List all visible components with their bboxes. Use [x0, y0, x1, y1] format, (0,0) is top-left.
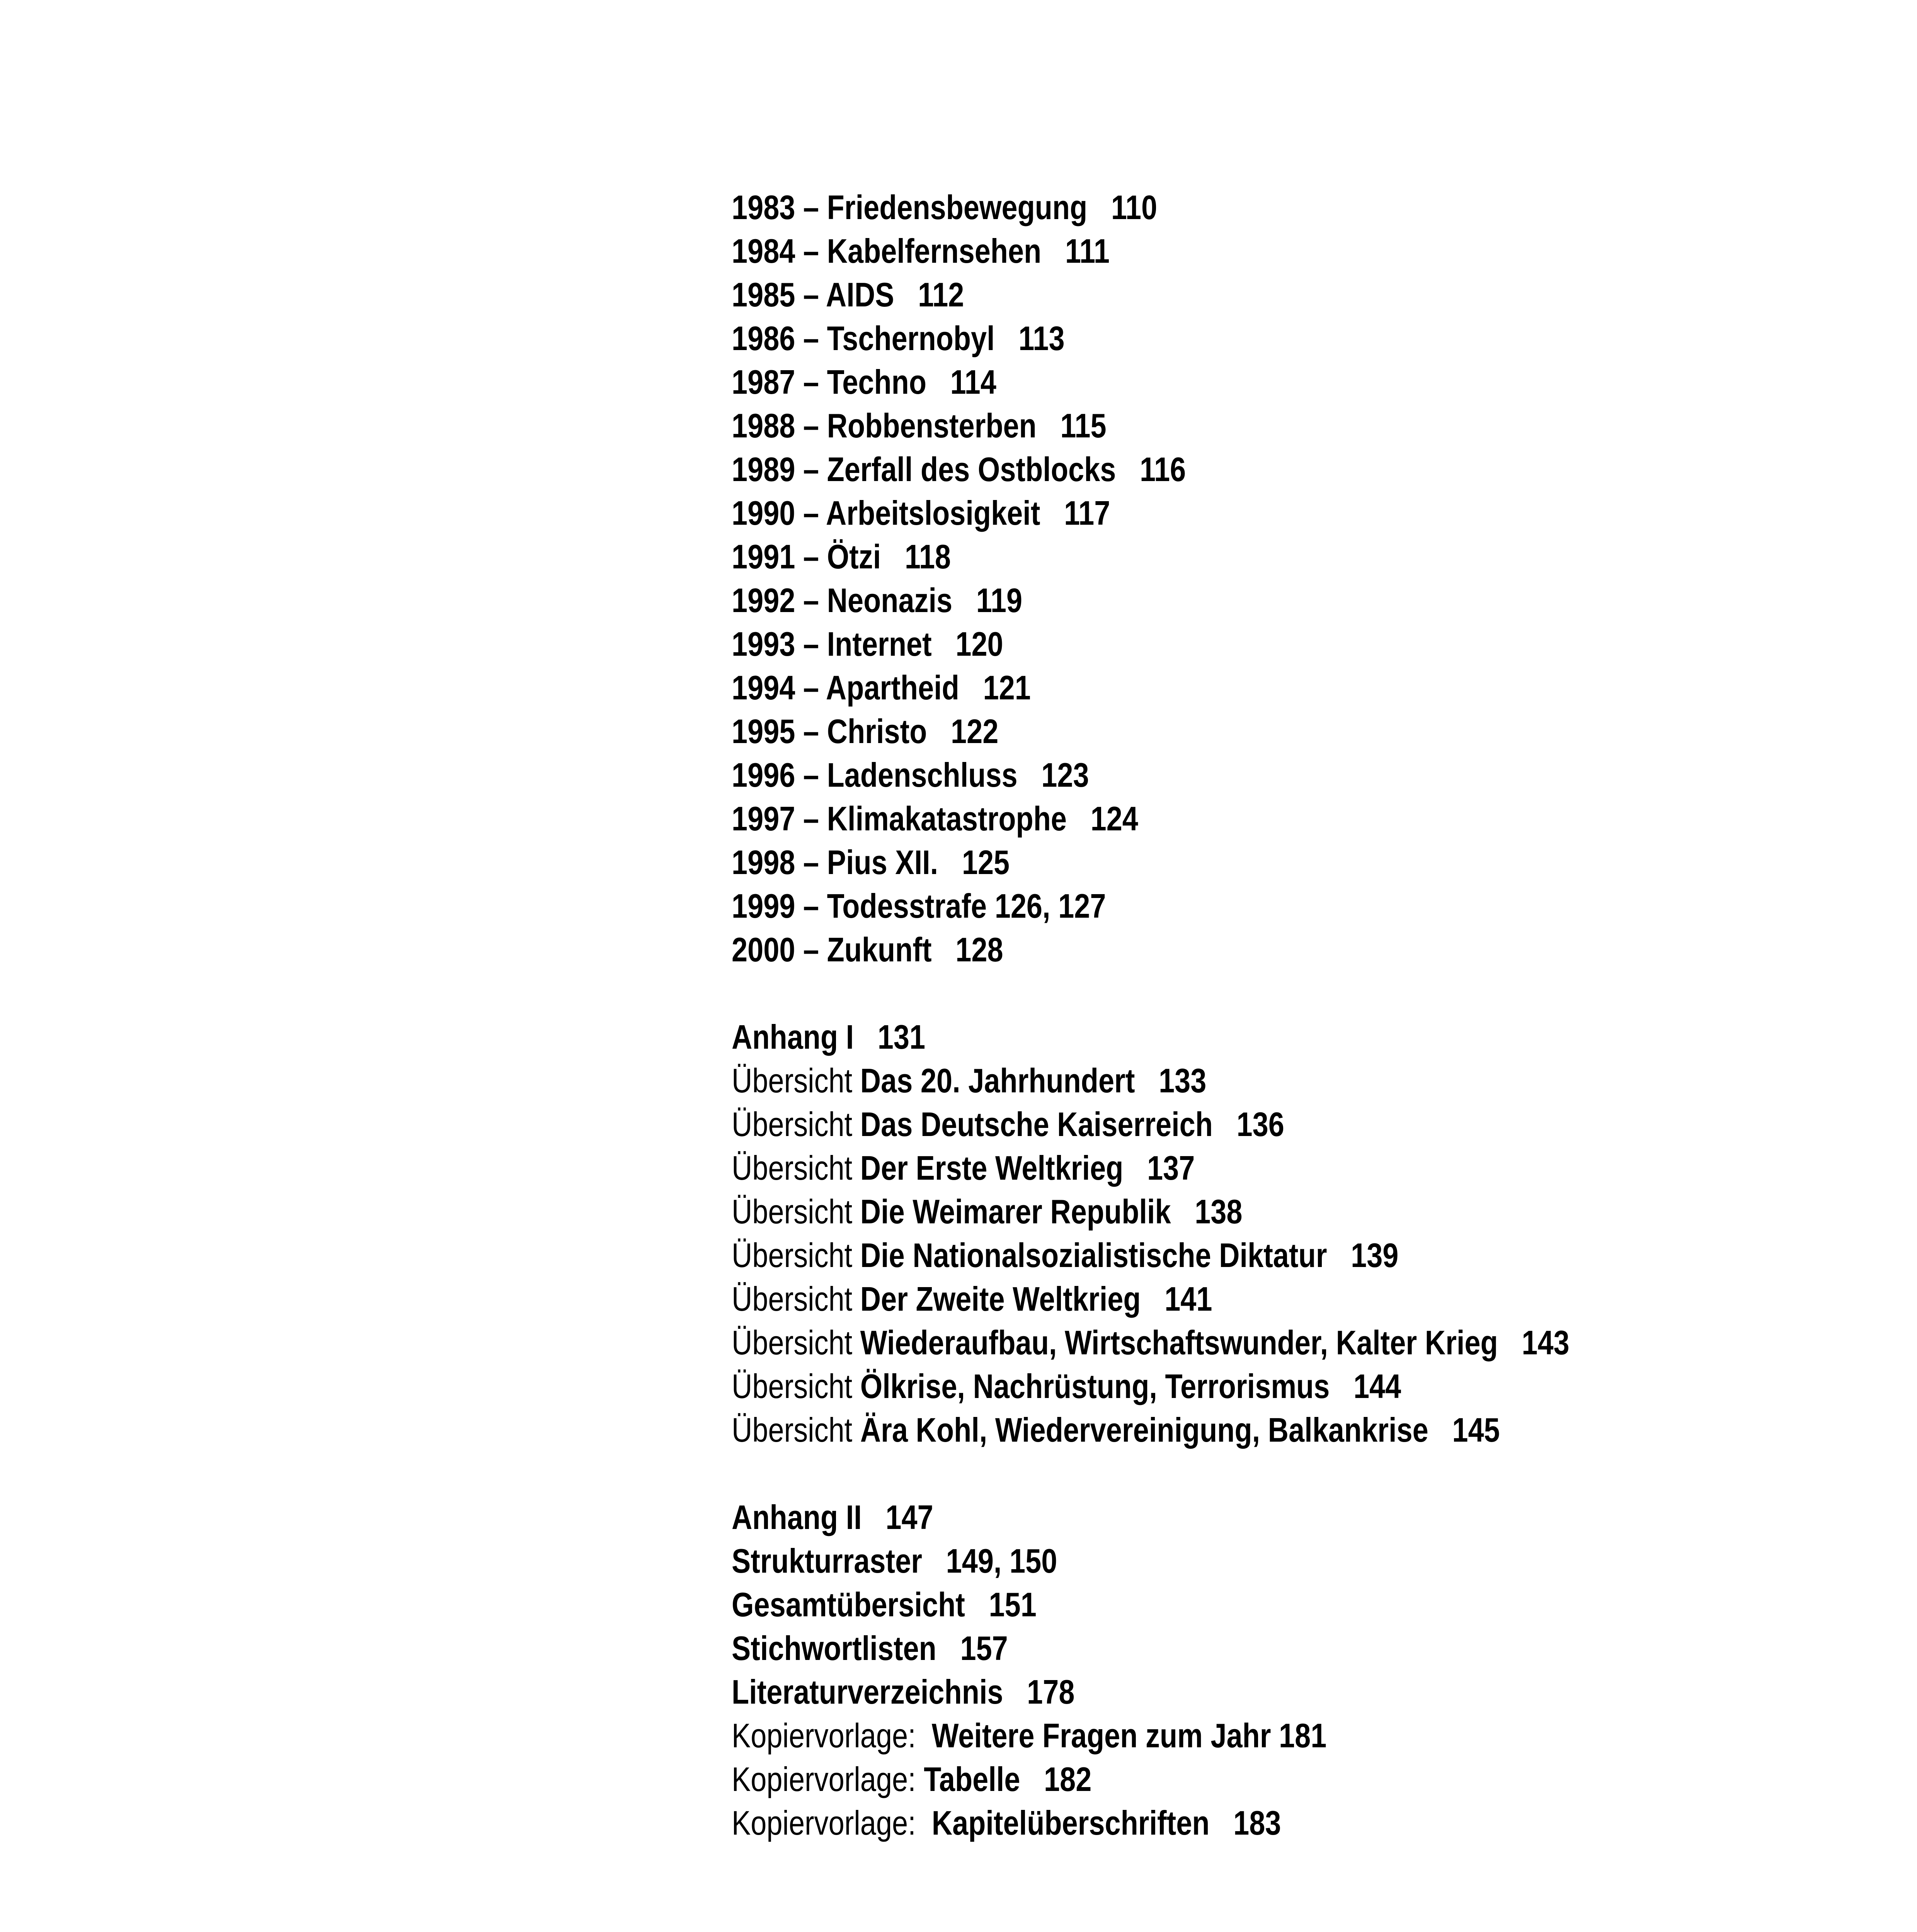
page-number: 122 — [950, 712, 999, 750]
toc-entry-literaturverzeichnis: Literaturverzeichnis 178 — [732, 1673, 1075, 1711]
toc-entry-1989: 1989 – Zerfall des Ostblocks 116 — [732, 450, 1186, 488]
toc-entry-overview: Übersicht Ölkrise, Nachrüstung, Terrorismus 144 — [732, 1367, 1401, 1405]
page-number: 145 — [1452, 1411, 1500, 1449]
page-number: 138 — [1195, 1192, 1243, 1231]
page-number: 114 — [950, 363, 996, 401]
page-number: 149, 150 — [946, 1542, 1057, 1580]
page-number: 115 — [1060, 406, 1107, 445]
toc-entry-1985: 1985 – AIDS 112 — [732, 276, 964, 314]
toc-entry-1988: 1988 – Robbensterben 115 — [732, 406, 1107, 445]
toc-entry-kopiervorlage: Kopiervorlage: Weitere Fragen zum Jahr 181 — [732, 1716, 1327, 1755]
section-heading-anhang-2: Anhang II 147 — [732, 1498, 933, 1536]
page-number: 151 — [989, 1585, 1037, 1624]
toc-entry-stichwortlisten: Stichwortlisten 157 — [732, 1629, 1008, 1667]
page-number: 121 — [983, 668, 1031, 707]
page-number: 125 — [962, 843, 1010, 881]
toc-entry-overview: Übersicht Ära Kohl, Wiedervereinigung, Balkankrise 145 — [732, 1411, 1500, 1449]
page-number: 123 — [1041, 756, 1089, 794]
page-number: 144 — [1353, 1367, 1401, 1405]
table-of-contents — [732, 185, 1891, 1845]
toc-entry-1990: 1990 – Arbeitslosigkeit 117 — [732, 494, 1110, 532]
page-number: 178 — [1027, 1673, 1075, 1711]
section-spacer — [732, 971, 1891, 1015]
page-number: 157 — [960, 1629, 1008, 1667]
page-number: 139 — [1351, 1236, 1399, 1274]
page-number: 128 — [955, 930, 1003, 969]
toc-entry-overview: Übersicht Wiederaufbau, Wirtschaftswunder, Kalter Krieg 143 — [732, 1323, 1570, 1362]
toc-entry-gesamtuebersicht: Gesamtübersicht 151 — [732, 1585, 1037, 1624]
toc-entry-overview: Übersicht Die Weimarer Republik 138 — [732, 1192, 1243, 1231]
toc-entry-1998: 1998 – Pius XII. 125 — [732, 843, 1010, 881]
page-number: 113 — [1018, 319, 1065, 357]
section-heading-anhang-1: Anhang I 131 — [732, 1018, 926, 1056]
page-number: 147 — [885, 1498, 933, 1536]
toc-entry-1984: 1984 – Kabelfernsehen 111 — [732, 232, 1110, 270]
page-number: 136 — [1236, 1105, 1284, 1143]
toc-entry-1997: 1997 – Klimakatastrophe 124 — [732, 799, 1138, 838]
page-number: 119 — [976, 581, 1023, 619]
toc-entry-2000: 2000 – Zukunft 128 — [732, 930, 1003, 969]
toc-entry-strukturraster: Strukturraster 149, 150 — [732, 1542, 1057, 1580]
toc-entry-overview: Übersicht Das 20. Jahrhundert 133 — [732, 1061, 1207, 1100]
page-number: 126, 127 — [994, 887, 1106, 925]
page-number: 116 — [1139, 450, 1186, 488]
page-number: 183 — [1233, 1804, 1281, 1842]
toc-entry-1983: 1983 – Friedensbewegung 110 — [732, 188, 1158, 226]
page-number: 118 — [904, 537, 951, 576]
page-number: 143 — [1522, 1323, 1570, 1362]
page-number: 131 — [877, 1018, 926, 1056]
toc-entry-1987: 1987 – Techno 114 — [732, 363, 996, 401]
toc-entry-overview: Übersicht Der Erste Weltkrieg 137 — [732, 1149, 1195, 1187]
toc-entry-1995: 1995 – Christo 122 — [732, 712, 999, 750]
toc-entry-1986: 1986 – Tschernobyl 113 — [732, 319, 1065, 357]
toc-entry-kopiervorlage: Kopiervorlage: Kapitelüberschriften 183 — [732, 1804, 1281, 1842]
toc-entry-1999: 1999 – Todesstrafe 126, 127 — [732, 887, 1106, 925]
page-number: 117 — [1064, 494, 1110, 532]
toc-entry-1994: 1994 – Apartheid 121 — [732, 668, 1031, 707]
page-number: 137 — [1147, 1149, 1195, 1187]
page-number: 110 — [1111, 188, 1158, 226]
toc-entry-1993: 1993 – Internet 120 — [732, 625, 1003, 663]
page-number: 111 — [1065, 232, 1110, 270]
toc-entry-overview: Übersicht Der Zweite Weltkrieg 141 — [732, 1280, 1212, 1318]
section-spacer — [732, 1452, 1891, 1495]
page-number: 120 — [955, 625, 1003, 663]
toc-entry-1996: 1996 – Ladenschluss 123 — [732, 756, 1089, 794]
page-number: 141 — [1165, 1280, 1212, 1318]
page-number: 124 — [1090, 799, 1138, 838]
page-number: 181 — [1279, 1716, 1327, 1755]
page-number: 112 — [918, 276, 964, 314]
toc-entry-kopiervorlage: Kopiervorlage: Tabelle 182 — [732, 1760, 1092, 1798]
toc-entry-1991: 1991 – Ötzi 118 — [732, 537, 951, 576]
page-number: 133 — [1159, 1061, 1207, 1100]
page-number: 182 — [1044, 1760, 1092, 1798]
toc-entry-overview: Übersicht Die Nationalsozialistische Diktatur 139 — [732, 1236, 1399, 1274]
toc-entry-1992: 1992 – Neonazis 119 — [732, 581, 1023, 619]
toc-entry-overview: Übersicht Das Deutsche Kaiserreich 136 — [732, 1105, 1284, 1143]
